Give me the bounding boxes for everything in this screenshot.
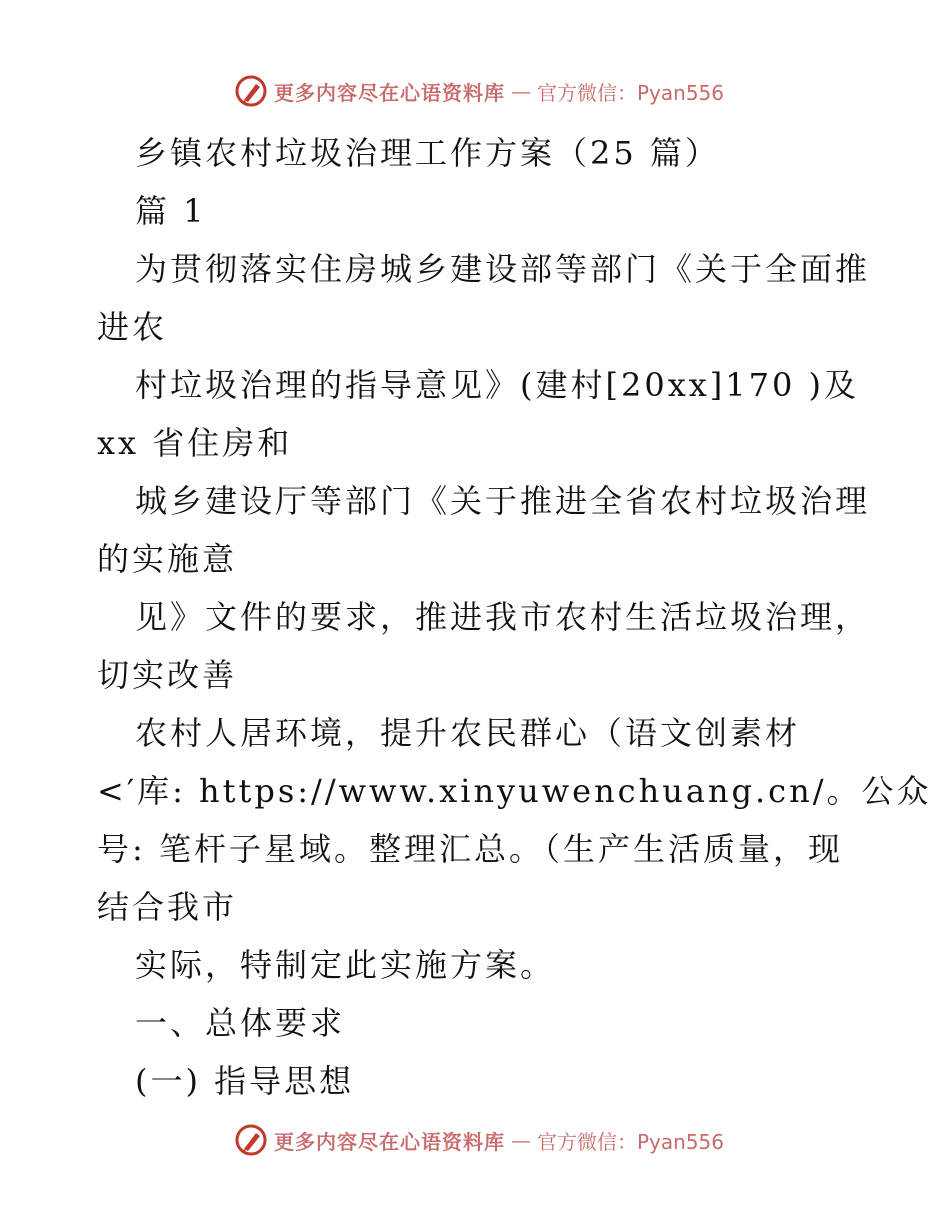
document-text-line: <′库: https://www.xinyuwenchuang.cn/。公众 <box>97 772 932 810</box>
document-text-line: 进农 <box>97 308 168 346</box>
document-text-line: 号: 笔杆子星域。整理汇总。（生产生活质量，现 <box>97 830 843 868</box>
document-text-line: 城乡建设厅等部门《关于推进全省农村垃圾治理 <box>135 482 871 520</box>
watermark-dash: — <box>511 1128 531 1152</box>
document-text-line: 篇 1 <box>135 192 207 230</box>
document-text-line: xx 省住房和 <box>97 424 293 462</box>
document-text-line: 见》文件的要求，推进我市农村生活垃圾治理， <box>135 598 871 636</box>
watermark-main-text: 更多内容尽在心语资料库 <box>274 1129 505 1154</box>
watermark-header <box>234 74 724 108</box>
watermark-dash: — <box>511 79 531 103</box>
document-text-line: 为贯彻落实住房城乡建设部等部门《关于全面推 <box>135 250 871 288</box>
document-text-line: 村垃圾治理的指导意见》(建村[20xx]170 )及 <box>135 366 860 404</box>
pen-logo-icon <box>234 1123 268 1157</box>
document-text-line: 乡镇农村垃圾治理工作方案（25 篇） <box>135 134 720 172</box>
document-text-line: (一) 指导思想 <box>135 1062 355 1100</box>
watermark-wechat-text: 官方微信：Pyan556 <box>537 1129 725 1154</box>
document-text-line: 一、总体要求 <box>135 1004 346 1042</box>
watermark-footer <box>234 1123 724 1157</box>
document-text-line: 结合我市 <box>97 888 238 926</box>
document-text-line: 的实施意 <box>97 540 238 578</box>
document-text-line: 实际，特制定此实施方案。 <box>135 946 556 984</box>
document-text-line: 农村人居环境，提升农民群心（语文创素材 <box>135 714 801 752</box>
document-text-line: 切实改善 <box>97 656 238 694</box>
document-body <box>97 124 932 1110</box>
watermark-main-text: 更多内容尽在心语资料库 <box>274 80 505 105</box>
watermark-wechat-text: 官方微信：Pyan556 <box>537 80 725 105</box>
pen-logo-icon <box>234 74 268 108</box>
